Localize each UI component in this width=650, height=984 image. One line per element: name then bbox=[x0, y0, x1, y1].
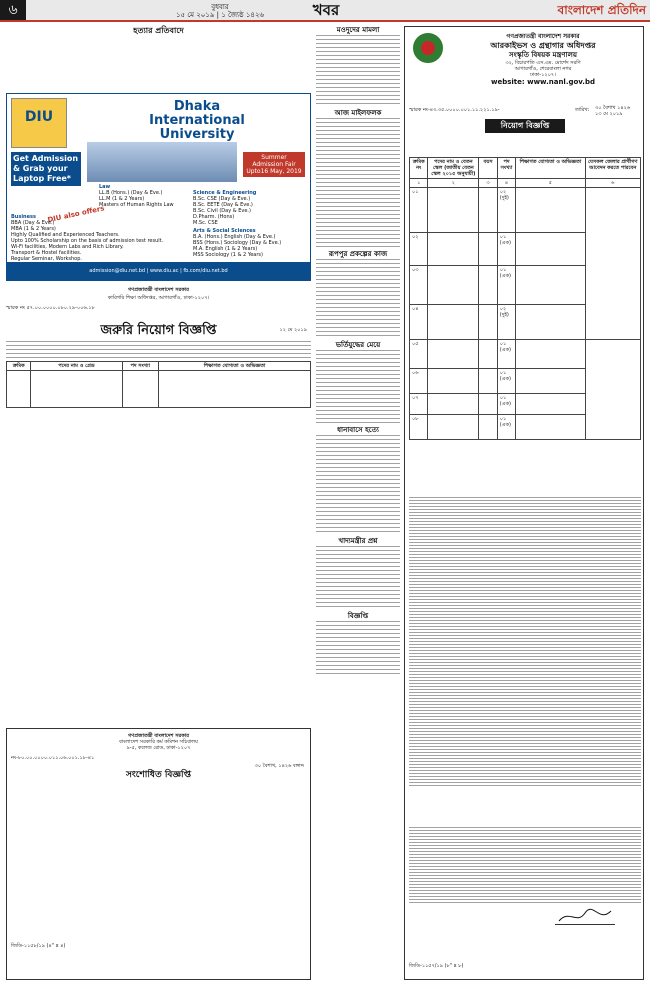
table-row: ০৭ ০১ (এক) bbox=[410, 394, 641, 415]
diu-offers-label: DIU also offers bbox=[46, 204, 106, 225]
table-row: ০৬ ০১ (এক) bbox=[410, 369, 641, 394]
right-memo: স্মারক নং-৪৩.৩৫.০০০০.০০১.১১.২২১.১৯- bbox=[409, 107, 500, 113]
section-title: খবর bbox=[312, 1, 340, 19]
mid-heading-5: ধানাবাসে হত্যে bbox=[337, 426, 379, 434]
mid-text-3 bbox=[316, 259, 400, 339]
masthead bbox=[0, 0, 650, 22]
left-notice-body bbox=[6, 412, 311, 680]
right-date-value-2: ১৩ মে ২০১৯ bbox=[595, 111, 623, 117]
mid-heading-1: মওদুদের মামলা bbox=[336, 26, 380, 34]
right-date-label: তারিখ: bbox=[575, 107, 590, 113]
signature bbox=[555, 907, 615, 925]
diu-features: Highly Qualified and Experienced Teachers. Upto 100% Scholarship on the basis of admission test result. Wi-Fi facilities, Modern Labs and Rich Library. Transport & Hostel facilities. Regular Seminar, Workshop. bbox=[11, 232, 164, 262]
signature-scribble bbox=[555, 907, 615, 925]
right-job-notice bbox=[404, 26, 644, 980]
right-notice-table: ক্রমিক নং পদের নাম ও বেতন স্কেল (জাতীয় বেতন স্কেল ২০১৫ অনুযায়ী) বয়স পদ সংখ্যা শিক্ষাগত যোগ্যতা ও অভিজ্ঞতা যেসকল জেলার প্রার্থীগণ আবেদন করতে পারবেন ১ ২ ৩ ৪ ৫ ৬ ০১ ০২ (দুই) ০২ ০১ (এক) ০৩ ০১ (এক) ০৪ ০২ (দুই) ০৫ ০১ (এক) ০৬ ০১ (এক) ০৭ ০১ (এক) ০৮ ০১ (এক) bbox=[409, 157, 641, 440]
lb-footer-code: জিডি-১১৫৮/১৯ (৪" x ৪) bbox=[11, 943, 66, 949]
diu-tagline: Get Admission & Grab your Laptop Free* bbox=[11, 152, 81, 186]
story-title: হত্যার প্রতিবাদে bbox=[133, 26, 184, 35]
left-bottom-notice bbox=[6, 728, 311, 980]
mid-text-2 bbox=[316, 118, 400, 248]
masthead-date: ১৫ মে ২০১৯ | ১ জ্যৈষ্ঠ ১৪২৬ bbox=[175, 11, 265, 19]
right-footer-code: জিডি-১১৫৭/১৯ (৮" x ৮) bbox=[409, 963, 464, 969]
lb-gov-line: গণপ্রজাতন্ত্রী বাংলাদেশ সরকার bbox=[128, 733, 189, 739]
left-top-story bbox=[6, 26, 311, 90]
right-more-text bbox=[409, 827, 641, 905]
left-notice-title: জরুরি নিয়োগ বিজ্ঞপ্তি bbox=[100, 323, 217, 338]
diu-advertisement bbox=[6, 93, 311, 281]
mid-text-1 bbox=[316, 35, 400, 107]
table-row: ০৩ ০১ (এক) bbox=[410, 266, 641, 305]
right-date-value-1: ৩০ বৈশাখ ১৪২৬ bbox=[595, 105, 631, 111]
mid-text-4 bbox=[316, 350, 400, 424]
mid-heading-6: খাদ্যমন্ত্রীর প্রশ্ন bbox=[338, 537, 378, 545]
lb-title: সংশোধিত বিজ্ঞপ্তি bbox=[125, 770, 192, 780]
left-date: ১২ মে ২০১৯ bbox=[279, 327, 307, 333]
left-dept: কারিগরি শিক্ষা অধিদপ্তর, আগারগাঁও, ঢাকা-১২০৭। bbox=[107, 295, 210, 301]
left-notice-body-intro bbox=[6, 341, 311, 359]
mid-heading-4: ভর্তিযুদ্ধের মেয়ে bbox=[335, 341, 381, 349]
page-number-box bbox=[0, 0, 26, 20]
mid-text-6 bbox=[316, 546, 400, 610]
mid-text-5 bbox=[316, 435, 400, 535]
right-title-bar bbox=[485, 119, 565, 133]
table-row: ০৮ ০১ (এক) bbox=[410, 415, 641, 440]
left-job-notice bbox=[6, 287, 311, 723]
left-gov-line: গণপ্রজাতন্ত্রী বাংলাদেশ সরকার bbox=[128, 287, 189, 293]
diu-dept-science: Science & Engineering B.Sc. CSE (Day & Eve.) B.Sc. EETE (Day & Eve.) B.Sc. Civil (Day & Eve.) D.Pharm. (Hons) M.Sc. CSE bbox=[193, 190, 257, 226]
right-header: গণপ্রজাতন্ত্রী বাংলাদেশ সরকার আরকাইভস ও গ্রন্থাগার অধিদপ্তর সংস্কৃতি বিষয়ক মন্ত্রণালয় ৩২, বিচারপতি এস.এম. মোর্শেদ সরণি আগারগাঁও, শেরেবাংলা নগর ঢাকা-১২০৭। website: www.nanl.gov.bd bbox=[490, 33, 596, 86]
mid-heading-7: বিজ্ঞপ্তি bbox=[347, 612, 369, 620]
left-memo: স্মারক নং ৫৭.০০.০০০০.০৮০.২৯-০০৬.১৮ bbox=[6, 305, 95, 311]
diu-summer-badge: Summer Admission Fair Upto16 May, 2019 bbox=[243, 152, 305, 177]
table-row: ০২ ০১ (এক) bbox=[410, 233, 641, 266]
diu-logo-panel bbox=[11, 98, 67, 148]
middle-column bbox=[316, 26, 400, 726]
left-notice-table: ক্রমিক পদের নাম ও গ্রেড পদ সংখ্যা শিক্ষাগত যোগ্যতা ও অভিজ্ঞতা bbox=[6, 361, 311, 408]
table-row: ০৪ ০২ (দুই) bbox=[410, 305, 641, 340]
mid-text-7 bbox=[316, 621, 400, 677]
lb-address: ৯-৫, কলেজ রোড, ঢাকা-১২০৭ bbox=[126, 745, 191, 751]
diu-logo: DIU bbox=[24, 109, 54, 125]
right-notice-title: নিয়োগ বিজ্ঞপ্তি bbox=[500, 121, 550, 130]
story-body bbox=[6, 36, 311, 88]
table-row: ০৫ ০১ (এক) bbox=[410, 340, 641, 369]
mid-heading-2: আজ মাইলফলক bbox=[334, 109, 382, 117]
brand-logo: বাংলাদেশ প্রতিদিন bbox=[557, 3, 646, 17]
right-intro bbox=[409, 137, 641, 153]
diu-footer: admission@diu.net.bd | www.diu.ac | fb.com/diu.net.bd bbox=[7, 262, 310, 280]
lb-org: বাংলাদেশ সরকারি কর্ম কমিশন সচিবালয় bbox=[119, 739, 198, 745]
lb-body bbox=[11, 783, 306, 933]
right-conditions-text bbox=[409, 497, 641, 787]
page-number: ৬ bbox=[8, 2, 18, 18]
diu-name: Dhaka International University bbox=[149, 99, 245, 142]
diu-dept-law: Law LL.B (Hons.) (Day & Eve.) LL.M (1 & 2 Years) Masters of Human Rights Law bbox=[99, 184, 174, 208]
masthead-day: বুধবার bbox=[211, 3, 229, 11]
table-row: ০১ ০২ (দুই) bbox=[410, 188, 641, 233]
right-table-wrap bbox=[409, 157, 641, 440]
diu-photo bbox=[87, 142, 237, 182]
diu-dept-business: Business BBA (Day & Eve.) MBA (1 & 2 Years) bbox=[11, 214, 56, 232]
lb-date: ৩০ বৈশাখ, ১৪২৬ বঙ্গাব্দ bbox=[254, 763, 304, 769]
gov-seal bbox=[413, 33, 443, 63]
diu-dept-arts: Arts & Social Sciences B.A. (Hons.) English (Day & Eve.) BSS (Hons.) Sociology (Day & Eve.) M.A. English (1 & 2 Years) MSS Sociology (1 & 2 Years) bbox=[193, 228, 282, 258]
lb-memo: নং-৮০.০০.০০০০.০১১.০৬.০০১.১৮-৪১ bbox=[11, 755, 95, 761]
masthead-date-block bbox=[120, 3, 320, 19]
mid-heading-3: রূপপুর প্রকল্পের কাজ bbox=[328, 250, 388, 258]
